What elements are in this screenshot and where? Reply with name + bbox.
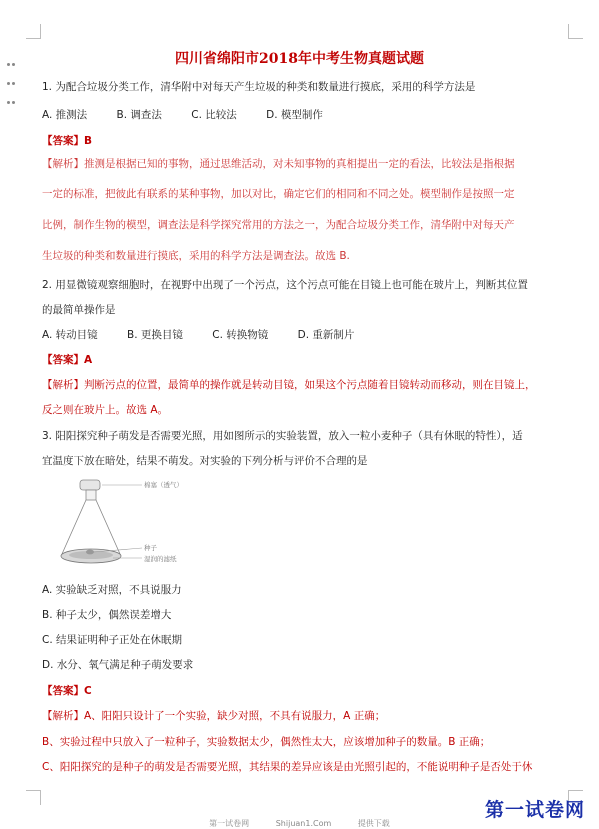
q3-stem-line: 宜温度下放在暗处，结果不萌发。对实验的下列分析与评价不合理的是 [42,455,368,467]
q1-analysis-line: 比例，制作生物的模型，调查法是科学探究常用的方法之一，为配合垃圾分类工作，清华附中对每天产 [42,219,515,231]
q2-option-c: C. 转换物镜 [212,329,269,341]
q1-option-d: D. 模型制作 [266,109,323,121]
q3-answer: 【答案】C [42,685,92,697]
q1-analysis-line: 生垃圾的种类和数量进行摸底，采用的科学方法是调查法。故选 B. [42,250,350,262]
q3-analysis-line: B、实验过程中只放入了一粒种子，实验数据太少，偶然性太大，应该增加种子的数量。B 正确； [42,736,491,748]
q1-stem: 1. 为配合垃圾分类工作，清华附中对每天产生垃圾的种类和数量进行摸底，采用的科学方法是 [42,81,476,93]
q2-analysis-line: 【解析】判断污点的位置，最简单的操作就是转动目镜，如果这个污点随着目镜转动而移动，则在目镜上， [42,379,536,391]
experiment-figure [58,476,208,571]
q2-stem-line: 的最简单操作是 [42,304,116,316]
q1-option-a: A. 推测法 [42,109,88,121]
q1-option-b: B. 调查法 [116,109,162,121]
site-logo: 第一试卷网 [484,799,585,821]
page-footer [0,818,599,829]
footer-site-name: 第一试卷网 [209,819,250,828]
q2-option-d: D. 重新制片 [297,329,355,341]
page-title: 四川省绵阳市2018年中考生物真题试题 [175,51,424,67]
footer-site-url[interactable]: Shijuan1.Com [275,819,332,828]
bell-jar-diagram [58,476,208,571]
figure-label-cotton-plug: 棉塞（透气） [144,481,183,489]
q3-analysis-line: 【解析】A、阳阳只设计了一个实验，缺少对照，不具有说服力，A 正确； [42,710,386,722]
q2-option-b: B. 更换目镜 [127,329,183,341]
q3-option-b: B. 种子太少，偶然误差增大 [42,609,172,621]
q2-analysis-line: 反之则在玻片上。故选 A。 [42,404,169,416]
q1-answer: 【答案】B [42,135,93,147]
corner-mark-bottom-left [26,790,41,805]
q3-option-a: A. 实验缺乏对照，不具说服力 [42,584,182,596]
q1-analysis-line: 【解析】推测是根据已知的事物，通过思维活动，对未知事物的真相提出一定的看法，比较法是指根据 [42,158,515,170]
q3-option-c: C. 结果证明种子正处在休眠期 [42,634,183,646]
q2-stem-line: 2. 用显微镜观察细胞时，在视野中出现了一个污点，这个污点可能在目镜上也可能在玻片上，判断其位置 [42,279,528,291]
q1-option-c: C. 比较法 [191,109,237,121]
figure-label-filter-paper: 湿润的滤纸 [144,555,177,563]
q1-analysis-line: 一定的标准，把彼此有联系的某种事物，加以对比，确定它们的相同和不同之处。模型制作是按照一定 [42,188,515,200]
q3-option-d: D. 水分、氧气满足种子萌发要求 [42,659,194,671]
q2-answer: 【答案】A [42,354,93,366]
q2-options [42,328,380,342]
q3-stem-line: 3. 阳阳探究种子萌发是否需要光照，用如图所示的实验装置，放入一粒小麦种子（具有休眠的特性），适 [42,430,523,442]
q3-analysis-line: C、阳阳探究的是种子的萌发是否需要光照，其结果的差异应该是由光照引起的，不能说明种子是否处于休 [42,761,533,773]
corner-mark-top-right [568,24,583,39]
q2-option-a: A. 转动目镜 [42,329,98,341]
footer-download-note: 提供下载 [357,819,390,828]
corner-mark-top-left [26,24,41,39]
figure-label-seed: 种子 [144,544,157,552]
q1-options [42,108,349,122]
